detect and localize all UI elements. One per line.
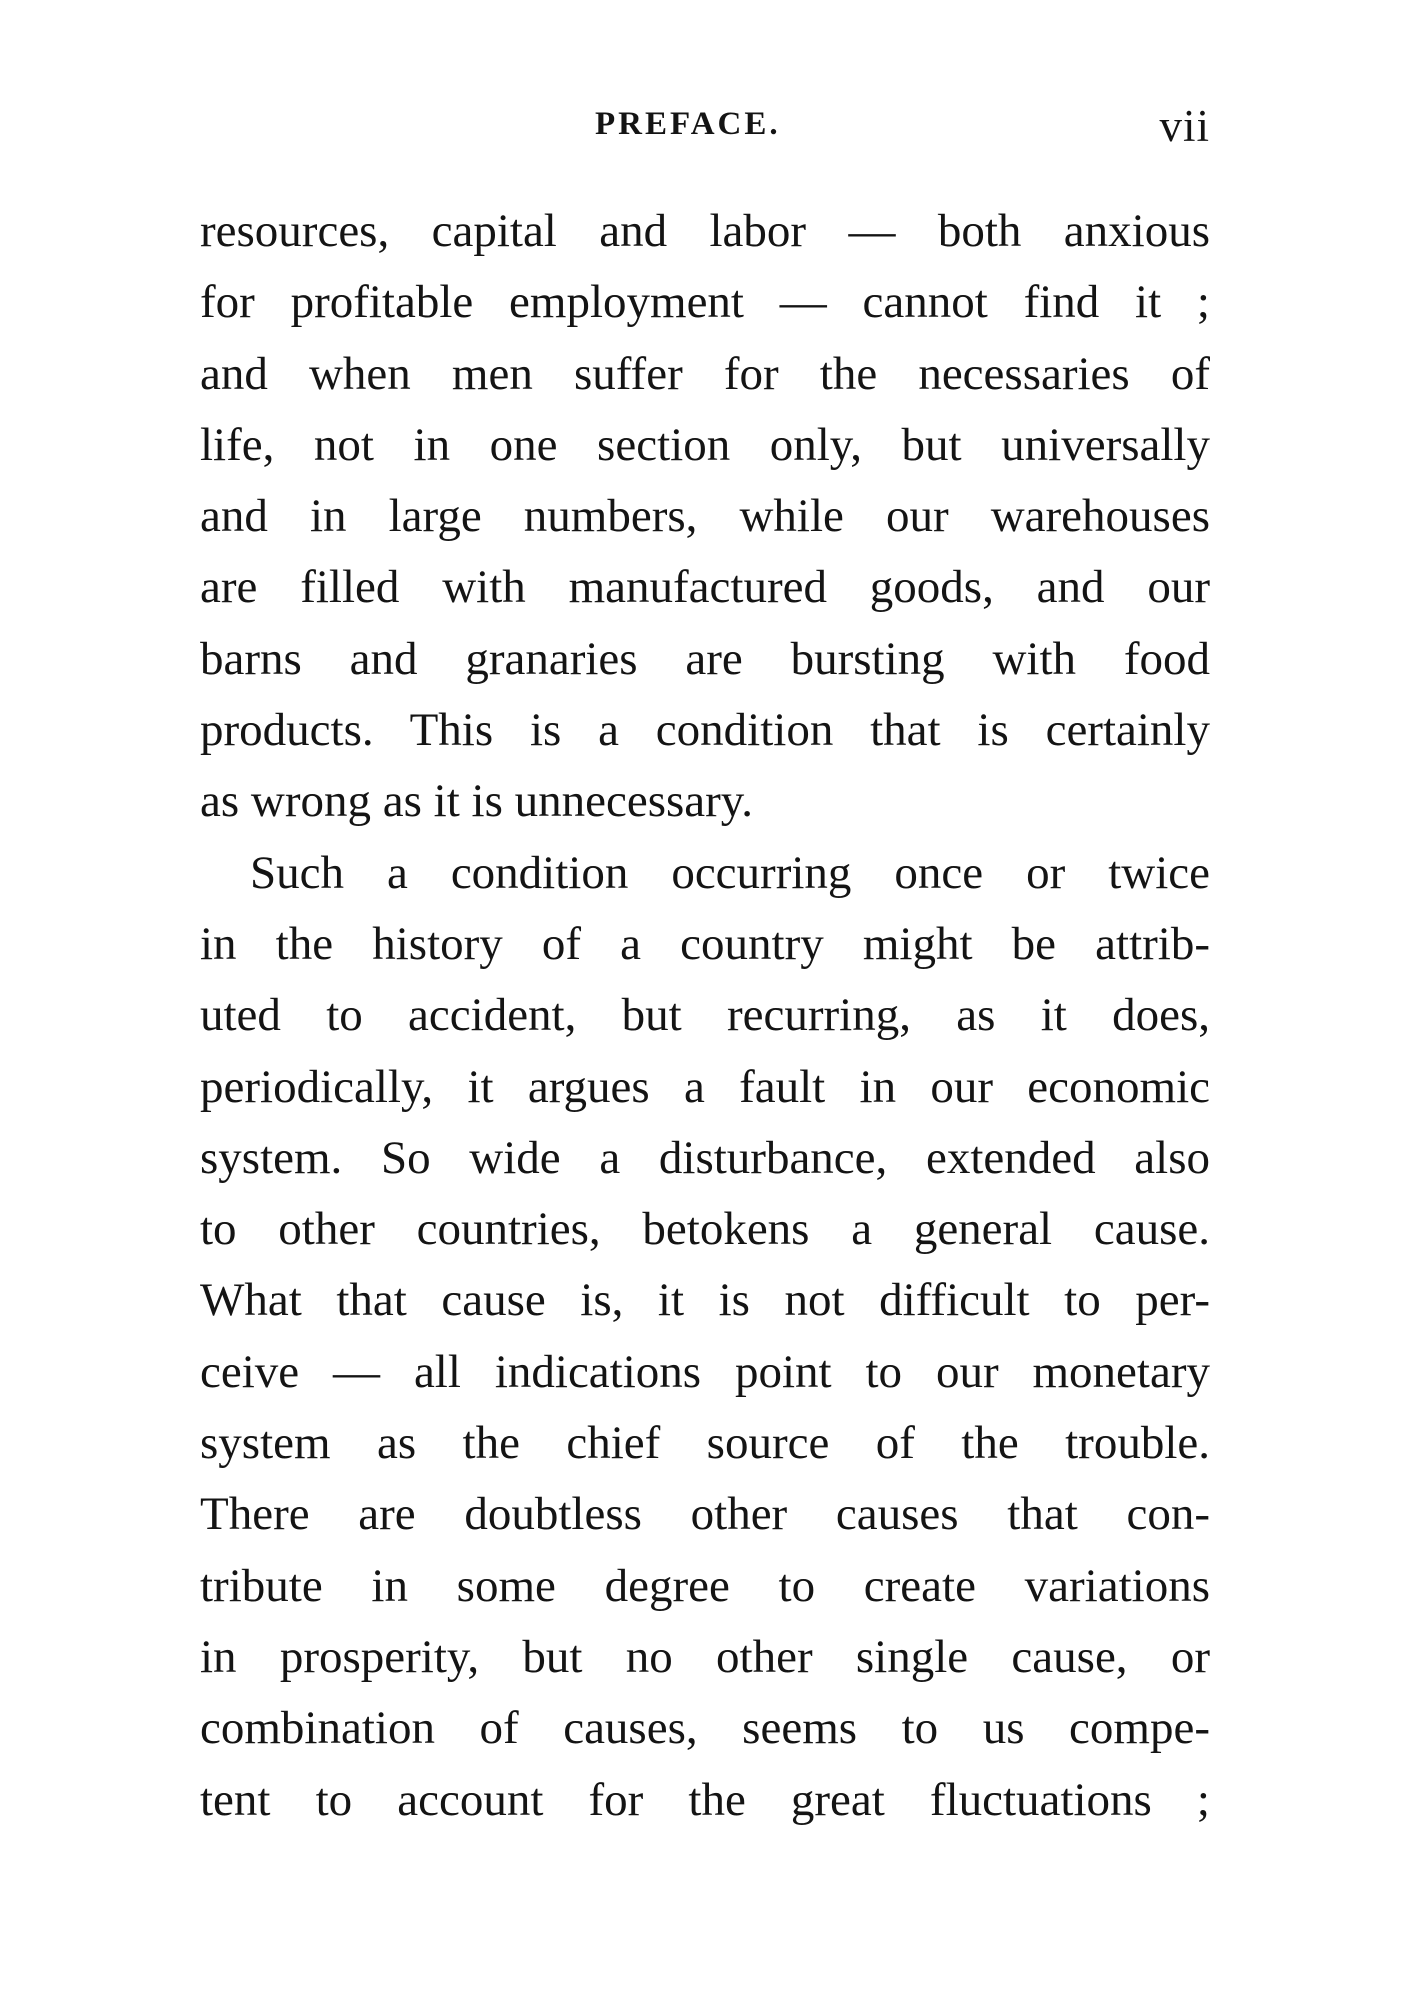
text-line: and when men suffer for the necessaries of <box>200 347 1210 400</box>
text-line: life, not in one section only, but universally <box>200 418 1210 471</box>
text-line: to other countries, betokens a general cause. <box>200 1203 1210 1256</box>
text-line: system as the chief source of the trouble. <box>200 1417 1210 1470</box>
text-line: are filled with manufactured goods, and our <box>200 561 1210 614</box>
body-text <box>200 196 1210 1836</box>
text-line: uted to accident, but recurring, as it does, <box>200 989 1210 1042</box>
paragraph-start-line: Such a condition occurring once or twice <box>250 846 1210 899</box>
text-line: in prosperity, but no other single cause, or <box>200 1630 1210 1683</box>
page-number: vii <box>1159 101 1210 151</box>
text-line: There are doubtless other causes that con- <box>200 1488 1210 1541</box>
text-line: tent to account for the great fluctuations ; <box>200 1773 1210 1826</box>
running-head <box>200 100 1210 160</box>
text-line: barns and granaries are bursting with food <box>200 632 1210 685</box>
running-head-title: PREFACE. <box>595 106 781 142</box>
text-line: in the history of a country might be attrib- <box>200 917 1210 970</box>
text-line: for profitable employment — cannot find it ; <box>200 276 1210 329</box>
text-line: products. This is a condition that is certainly <box>200 704 1210 757</box>
text-line: tribute in some degree to create variations <box>200 1559 1210 1612</box>
text-line: resources, capital and labor — both anxious <box>200 205 1210 257</box>
text-line: ceive — all indications point to our monetary <box>200 1345 1210 1398</box>
text-line: What that cause is, it is not difficult to per- <box>200 1274 1210 1327</box>
text-line: and in large numbers, while our warehouses <box>200 490 1210 543</box>
text-line: system. So wide a disturbance, extended also <box>200 1131 1210 1184</box>
text-line: periodically, it argues a fault in our economic <box>200 1060 1210 1113</box>
text-line: combination of causes, seems to us compe- <box>200 1702 1210 1755</box>
paragraph-end-line: as wrong as it is unnecessary. <box>200 775 753 828</box>
